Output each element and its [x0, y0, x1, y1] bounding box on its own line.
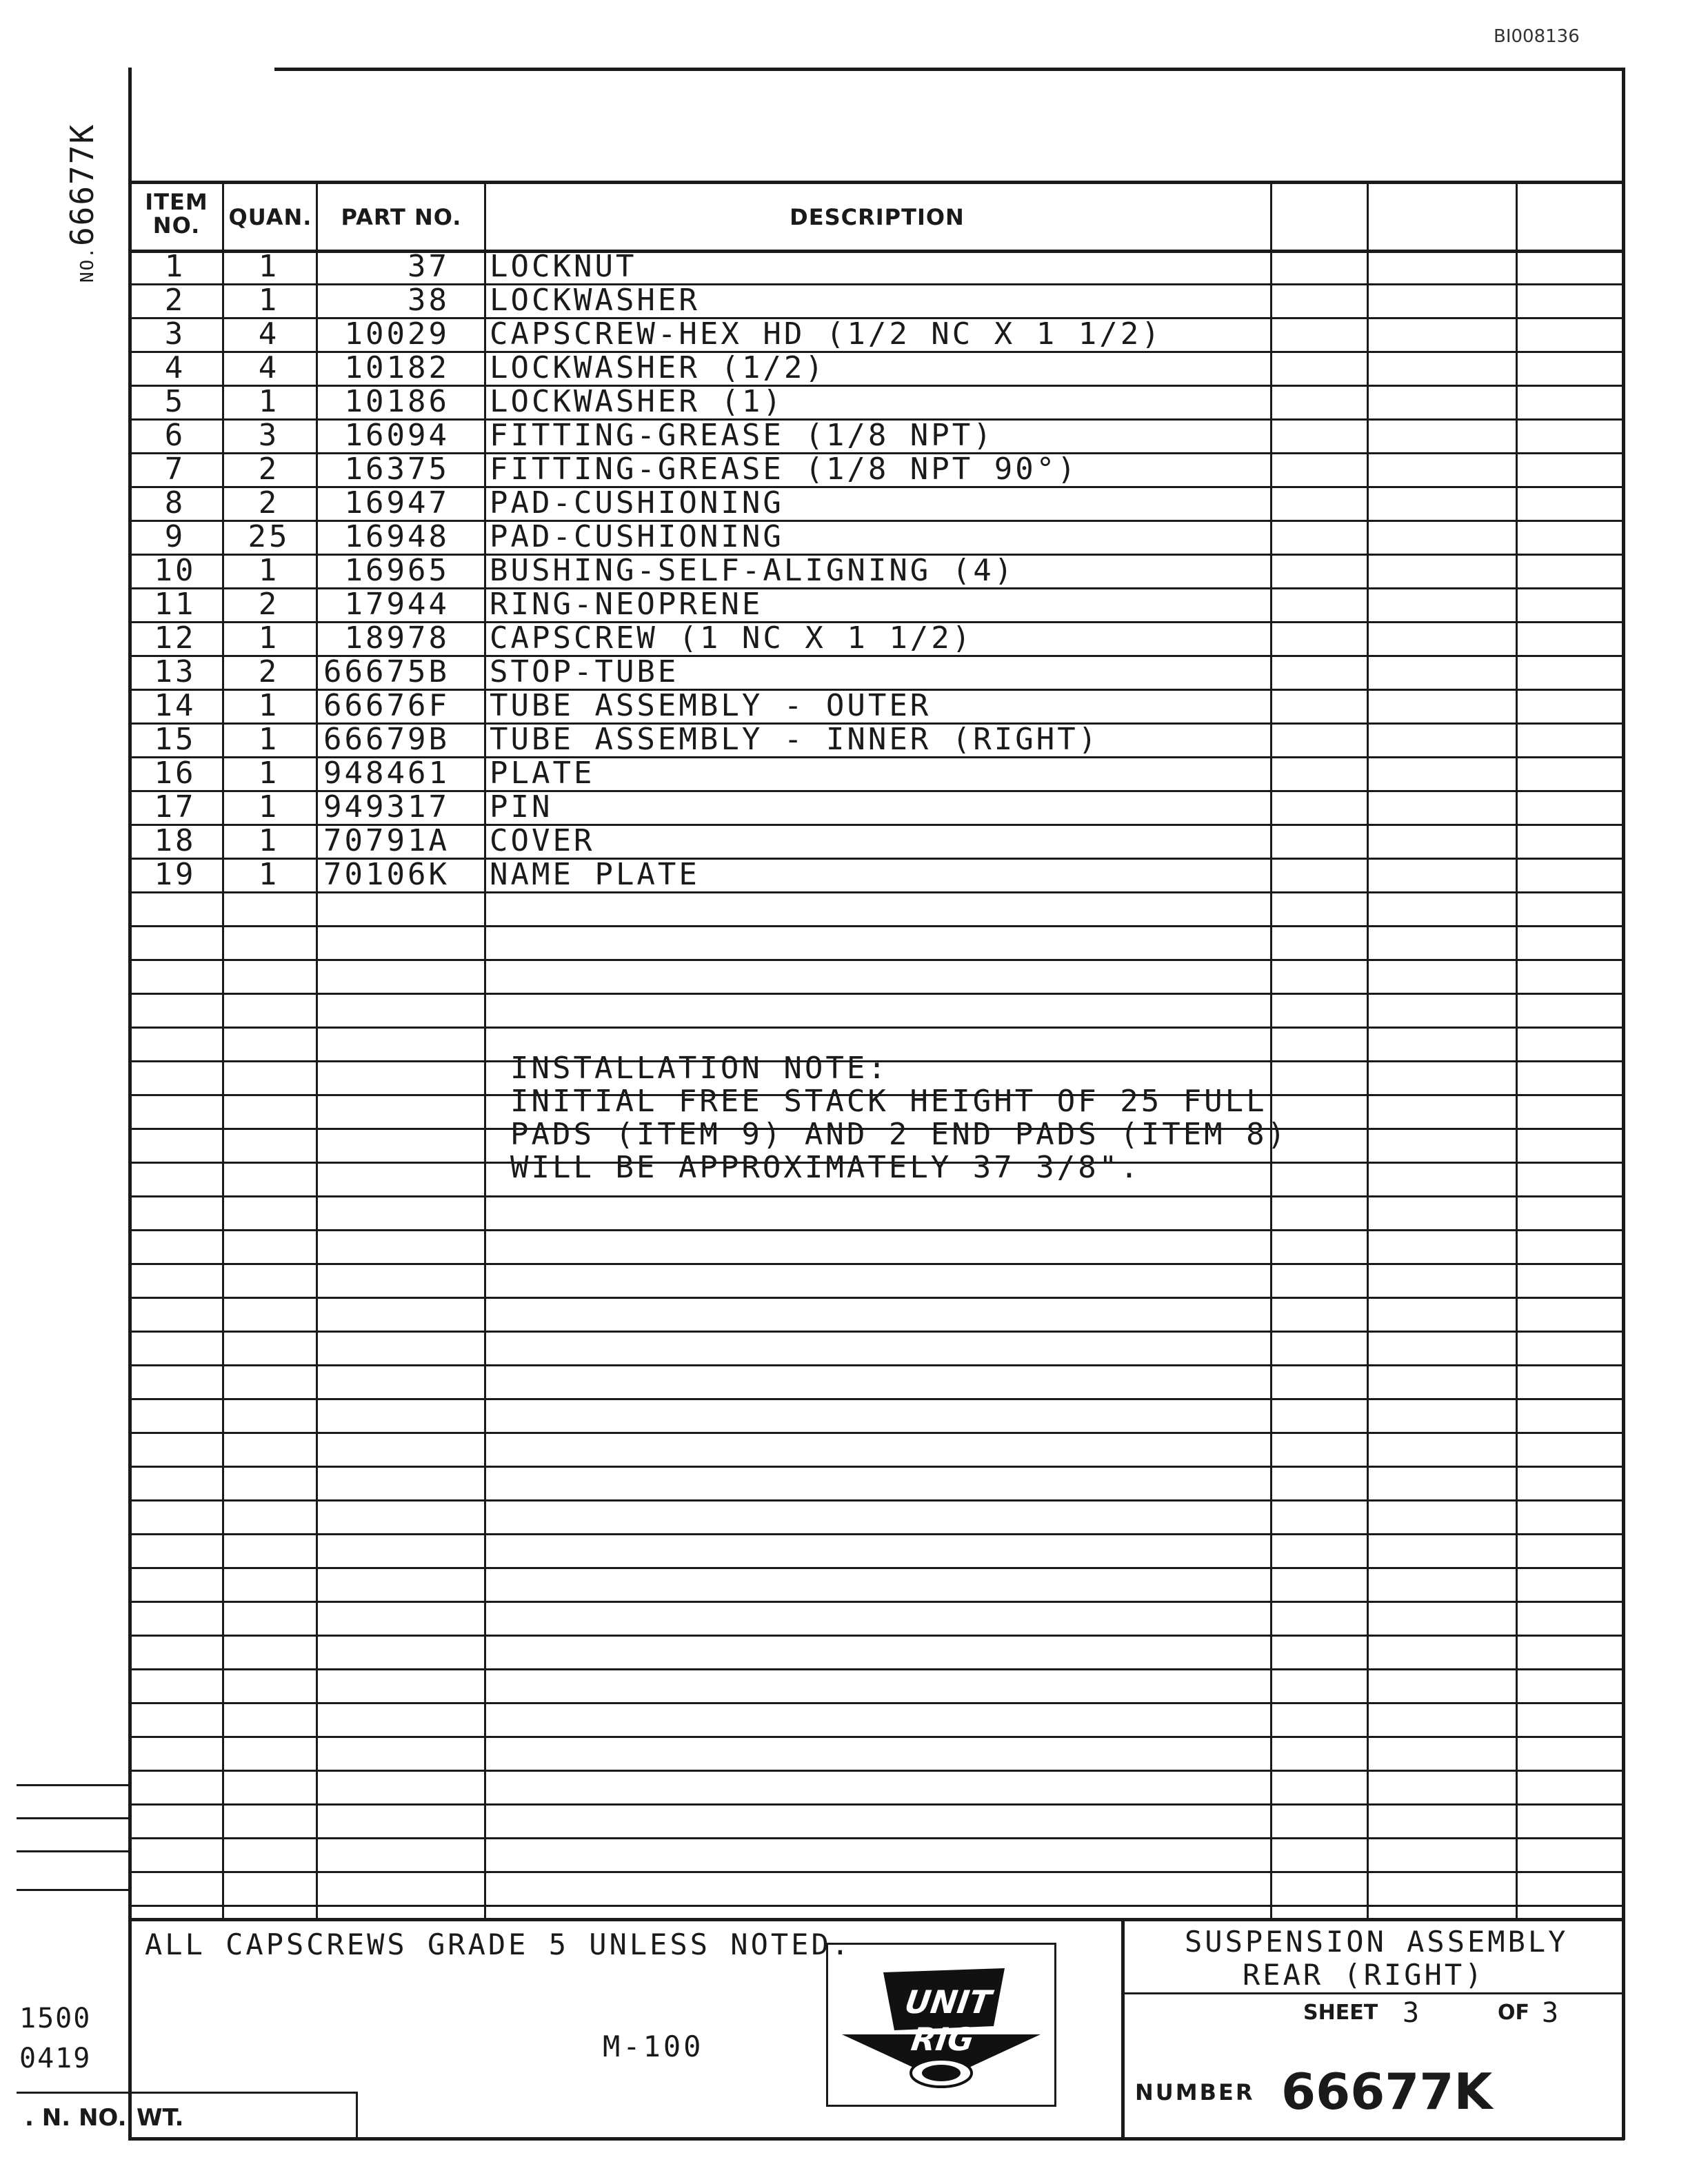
cell-quan: 1 — [258, 249, 280, 284]
cell-quan: 2 — [258, 452, 280, 487]
header-part: PART NO. — [341, 204, 462, 230]
cell-quan: 4 — [258, 350, 280, 385]
sheet-label: SHEET — [1303, 2001, 1378, 2025]
cell-quan: 1 — [258, 756, 280, 791]
cell-item: 3 — [164, 316, 186, 352]
header-description: DESCRIPTION — [790, 204, 965, 230]
cell-description: PLATE — [490, 756, 595, 791]
cell-part: 10186 — [344, 384, 450, 419]
table-row-line — [128, 1499, 1622, 1502]
drawing-title-1: SUSPENSION ASSEMBLY — [1185, 1925, 1569, 1959]
cell-part: 948461 — [323, 756, 450, 791]
cell-part: 16947 — [344, 485, 450, 520]
titleblock-sheet-line — [1121, 1992, 1623, 1994]
side-prefix: NO. — [77, 246, 98, 283]
cell-quan: 3 — [258, 418, 280, 453]
serial-number-label: . N. NO. — [25, 2104, 127, 2132]
cell-description: TUBE ASSEMBLY - OUTER — [490, 688, 932, 723]
left-margin-line-4 — [17, 1889, 128, 1891]
number-label: NUMBER — [1135, 2079, 1255, 2105]
table-row-line — [128, 1364, 1622, 1366]
left-margin-value-2: 0419 — [19, 2043, 92, 2074]
table-column-divider — [316, 181, 318, 1918]
cell-description: BUSHING-SELF-ALIGNING (4) — [490, 553, 1016, 588]
cell-quan: 1 — [258, 384, 280, 419]
cell-part: 37 — [408, 249, 450, 284]
cell-part: 10182 — [344, 350, 450, 385]
note-line-1: INSTALLATION NOTE: — [510, 1051, 889, 1086]
cell-item: 6 — [164, 418, 186, 453]
cell-part: 16375 — [344, 452, 450, 487]
table-row-line — [128, 1770, 1622, 1772]
cell-item: 16 — [154, 756, 197, 791]
table-column-divider — [1516, 181, 1518, 1918]
cell-quan: 1 — [258, 553, 280, 588]
cell-part: 16948 — [344, 519, 450, 554]
cell-part: 17944 — [344, 587, 450, 622]
cell-part: 949317 — [323, 789, 450, 825]
table-column-divider — [484, 181, 486, 1918]
sheet-number: 3 — [1403, 1997, 1423, 2029]
cell-item: 18 — [154, 823, 197, 858]
table-row-line — [128, 1736, 1622, 1738]
cell-item: 4 — [164, 350, 186, 385]
cell-description: LOCKWASHER (1) — [490, 384, 784, 419]
cell-description: FITTING-GREASE (1/8 NPT) — [490, 418, 994, 453]
table-column-divider — [1367, 181, 1369, 1918]
table-row-line — [128, 1331, 1622, 1333]
left-margin-value-1: 1500 — [19, 2003, 92, 2034]
cell-item: 11 — [154, 587, 197, 622]
model-number: M-100 — [603, 2030, 704, 2063]
table-row-line — [128, 1905, 1622, 1907]
installation-note — [510, 1053, 1288, 1186]
cell-item: 8 — [164, 485, 186, 520]
table-row-line — [128, 993, 1622, 995]
table-row-line — [128, 1297, 1622, 1299]
table-row-line — [128, 1432, 1622, 1434]
table-row-line — [128, 1803, 1622, 1806]
of-label: OF — [1498, 2001, 1529, 2025]
drawing-number: 66677K — [1281, 2063, 1493, 2121]
cell-item: 13 — [154, 654, 197, 689]
cell-description: PAD-CUSHIONING — [490, 485, 784, 520]
cell-part: 38 — [408, 283, 450, 318]
cell-part: 18978 — [344, 620, 450, 656]
cell-item: 15 — [154, 722, 197, 757]
table-row-line — [128, 1702, 1622, 1704]
table-row-line — [128, 1466, 1622, 1468]
cell-part: 70106K — [323, 857, 450, 892]
table-row-line — [128, 1871, 1622, 1873]
cell-item: 7 — [164, 452, 186, 487]
cell-quan: 1 — [258, 857, 280, 892]
titleblock-top — [128, 1918, 1625, 1921]
left-margin-line-3 — [17, 1850, 128, 1852]
note-line-2: INITIAL FREE STACK HEIGHT OF 25 FULL — [510, 1084, 1267, 1119]
cell-quan: 1 — [258, 722, 280, 757]
cell-quan: 4 — [258, 316, 280, 352]
cell-quan: 1 — [258, 823, 280, 858]
cell-description: STOP-TUBE — [490, 654, 679, 689]
cell-item: 17 — [154, 789, 197, 825]
document-id: BI008136 — [1494, 26, 1580, 47]
note-line-4: WILL BE APPROXIMATELY 37 3/8". — [510, 1150, 1141, 1185]
left-margin-line-1 — [17, 1784, 128, 1786]
sheet-total: 3 — [1542, 1997, 1562, 2029]
cell-quan: 1 — [258, 620, 280, 656]
cell-description: PAD-CUSHIONING — [490, 519, 784, 554]
table-row-line — [128, 1668, 1622, 1670]
cell-part: 66676F — [323, 688, 450, 723]
table-row-line — [128, 959, 1622, 961]
cell-part: 16965 — [344, 553, 450, 588]
cell-description: LOCKNUT — [490, 249, 637, 284]
cell-part: 16094 — [344, 418, 450, 453]
cell-description: LOCKWASHER (1/2) — [490, 350, 826, 385]
wt-right — [356, 2092, 358, 2140]
table-header-top — [128, 181, 1622, 184]
table-row-line — [128, 925, 1622, 927]
cell-description: NAME PLATE — [490, 857, 700, 892]
cell-item: 2 — [164, 283, 186, 318]
cell-description: RING-NEOPRENE — [490, 587, 763, 622]
table-row-line — [128, 1533, 1622, 1535]
table-row-line — [128, 1601, 1622, 1603]
cell-quan: 2 — [258, 587, 280, 622]
cell-description: FITTING-GREASE (1/8 NPT 90°) — [490, 452, 1078, 487]
cell-part: 66679B — [323, 722, 450, 757]
table-row-line — [128, 1229, 1622, 1231]
header-item — [131, 190, 222, 237]
cell-quan: 1 — [258, 789, 280, 825]
header-item-label: ITEM NO. — [145, 189, 208, 239]
unit-rig-logo — [826, 1943, 1056, 2107]
table-row-line — [128, 1398, 1622, 1400]
cell-item: 9 — [164, 519, 186, 554]
cell-part: 66675B — [323, 654, 450, 689]
cell-quan: 2 — [258, 485, 280, 520]
table-row-line — [128, 1195, 1622, 1197]
table-row-line — [128, 1263, 1622, 1265]
cell-quan: 2 — [258, 654, 280, 689]
logo-text: UNIT RIG — [902, 1983, 994, 2058]
cell-item: 10 — [154, 553, 197, 588]
cell-item: 5 — [164, 384, 186, 419]
cell-part: 10029 — [344, 316, 450, 352]
note-line-3: PADS (ITEM 9) AND 2 END PADS (ITEM 8) — [510, 1117, 1289, 1152]
cell-item: 14 — [154, 688, 197, 723]
side-number: 66677K — [63, 123, 101, 247]
cell-quan: 25 — [248, 519, 290, 554]
weight-label: WT. — [137, 2104, 184, 2132]
cell-quan: 1 — [258, 283, 280, 318]
left-margin-line-2 — [17, 1817, 128, 1819]
table-row-line — [128, 1567, 1622, 1569]
cell-description: LOCKWASHER — [490, 283, 700, 318]
cell-description: CAPSCREW (1 NC X 1 1/2) — [490, 620, 974, 656]
cell-item: 1 — [164, 249, 186, 284]
cell-part: 70791A — [323, 823, 450, 858]
table-row-line — [128, 1635, 1622, 1637]
drawing-title-2: REAR (RIGHT) — [1243, 1958, 1485, 1992]
cell-quan: 1 — [258, 688, 280, 723]
left-margin-line-5 — [17, 2092, 128, 2094]
cell-description: PIN — [490, 789, 553, 825]
cell-description: CAPSCREW-HEX HD (1/2 NC X 1 1/2) — [490, 316, 1163, 352]
general-note: ALL CAPSCREWS GRADE 5 UNLESS NOTED. — [145, 1928, 852, 1961]
header-quan: QUAN. — [228, 204, 312, 230]
table-row-line — [128, 1027, 1622, 1029]
table-column-divider — [1270, 181, 1272, 1918]
titleblock-divider — [1121, 1918, 1125, 2140]
cell-description: COVER — [490, 823, 595, 858]
wt-line — [128, 2092, 357, 2094]
cell-description: TUBE ASSEMBLY - INNER (RIGHT) — [490, 722, 1100, 757]
table-row-line — [128, 1837, 1622, 1839]
cell-item: 19 — [154, 857, 197, 892]
cell-item: 12 — [154, 620, 197, 656]
